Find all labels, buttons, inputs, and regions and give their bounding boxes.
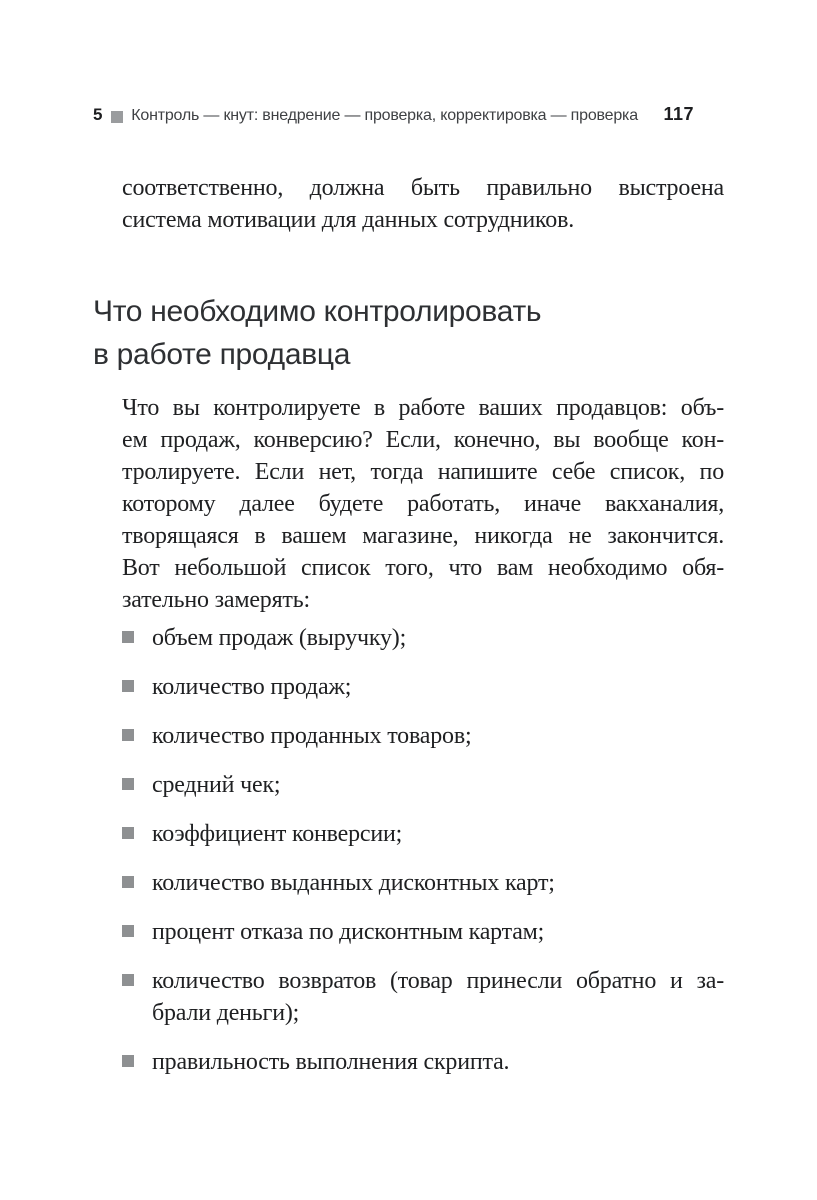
list-item: [122, 622, 724, 654]
list-item-text: средний чек;: [152, 772, 281, 798]
list-item-text: объем продаж (выручку);: [152, 625, 407, 651]
bullet-square-icon: [122, 729, 134, 741]
separator-square-icon: [111, 111, 123, 123]
bullet-square-icon: [122, 631, 134, 643]
chapter-title: Контроль — кнут: внедрение — проверка, корректировка — проверка: [131, 107, 638, 124]
list-item-text: процент отказа по дисконтным картам;: [152, 919, 545, 945]
bullet-square-icon: [122, 1055, 134, 1067]
page-number: 117: [663, 104, 694, 124]
list-item-text: количество возвратов (товар принесли обратно и за- брали деньги);: [152, 968, 724, 1026]
list-item-text: коэффициент конверсии;: [152, 821, 403, 847]
list-item-text: правильность выполнения скрипта.: [152, 1049, 510, 1075]
bullet-square-icon: [122, 876, 134, 888]
list-item-text: количество проданных товаров;: [152, 723, 472, 749]
bullet-square-icon: [122, 778, 134, 790]
list-item: [122, 1046, 724, 1078]
running-head-left: [93, 105, 638, 126]
chapter-number: 5: [93, 105, 103, 124]
list-item-text: количество продаж;: [152, 674, 352, 700]
bullet-square-icon: [122, 827, 134, 839]
intro-paragraph: соответственно, должна быть правильно выстроена система мотивации для данных сотрудников.: [122, 175, 724, 233]
bullet-square-icon: [122, 925, 134, 937]
list-item: [122, 965, 724, 1029]
list-item: [122, 769, 724, 801]
list-item: [122, 916, 724, 948]
list-item: [122, 720, 724, 752]
body-paragraph: Что вы контролируете в работе ваших продавцов: объ- ем продаж, конверсию? Если, конечно, вы вообще кон- тролируете. Если нет, тогда напишите себе список, по которому далее будете работать, иначе вакханалия, творящаяся в вашем магазине, никогда не закончится. Вот небольшой список того, что вам необходимо обя- зательно замерять:: [122, 395, 724, 613]
list-item: [122, 818, 724, 850]
bullet-square-icon: [122, 680, 134, 692]
running-head: [93, 104, 694, 126]
list-item: [122, 867, 724, 899]
bullet-square-icon: [122, 974, 134, 986]
list-item: [122, 671, 724, 703]
list-item-text: количество выданных дисконтных карт;: [152, 870, 555, 896]
section-heading: Что необходимо контролировать в работе продавца: [93, 295, 542, 371]
bullet-list: [122, 622, 724, 1078]
